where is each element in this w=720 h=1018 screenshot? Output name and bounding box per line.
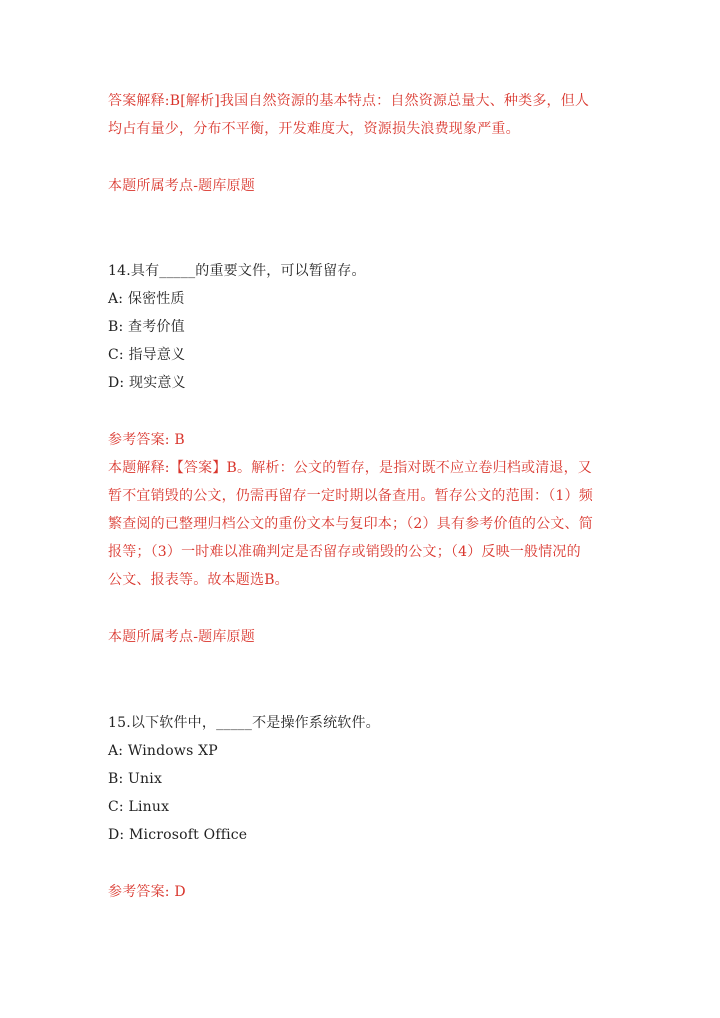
q14-option-c: C: 指导意义 (108, 347, 186, 363)
q15-option-c: C: Linux (108, 799, 170, 815)
q15-option-d: D: Microsoft Office (108, 827, 248, 843)
q15-answer: 参考答案: D (108, 884, 186, 900)
q14-source: 本题所属考点-题库原题 (108, 629, 255, 645)
q14-option-b: B: 查考价值 (108, 319, 185, 335)
q14-explanation-line-2: 暂不宜销毁的公文，仍需再留存一定时期以备查用。暂存公文的范围：（1）频 (108, 488, 593, 504)
q15-question: 15.以下软件中，_____不是操作系统软件。 (108, 715, 380, 731)
q14-question: 14.具有_____的重要文件，可以暂留存。 (108, 263, 366, 279)
q14-explanation-line-5: 公文、报表等。故本题选B。 (108, 572, 289, 588)
q15-option-b: B: Unix (108, 771, 163, 787)
q13-explanation-line-2: 均占有量少，分布不平衡，开发难度大，资源损失浪费现象严重。 (108, 121, 520, 137)
q13-explanation-line-1: 答案解释:B[解析]我国自然资源的基本特点：自然资源总量大、种类多，但人 (108, 93, 590, 109)
q14-option-d: D: 现实意义 (108, 375, 186, 391)
q14-explanation-line-3: 繁查阅的已整理归档公文的重份文本与复印本；（2）具有参考价值的公文、简 (108, 516, 593, 532)
q14-explanation-line-1: 本题解释:【答案】B。解析：公文的暂存，是指对既不应立卷归档或清退，又 (108, 460, 593, 476)
q15-option-a: A: Windows XP (108, 743, 218, 759)
q14-option-a: A: 保密性质 (108, 291, 185, 307)
q14-answer: 参考答案: B (108, 432, 185, 448)
q14-explanation-line-4: 报等；（3）一时难以准确判定是否留存或销毁的公文；（4）反映一般情况的 (108, 544, 581, 560)
q13-source: 本题所属考点-题库原题 (108, 178, 255, 194)
